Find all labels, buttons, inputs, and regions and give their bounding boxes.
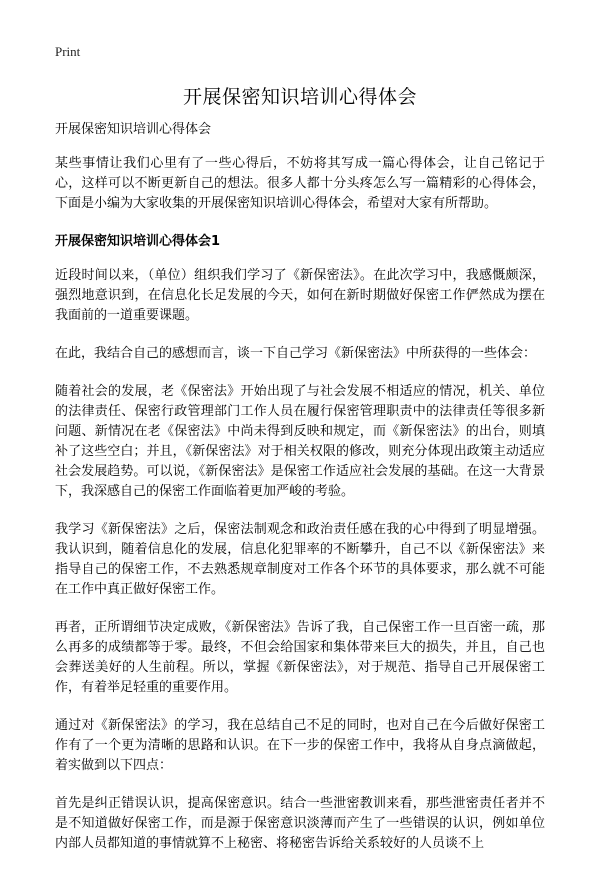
- body-paragraph: 我学习《新保密法》之后，保密法制观念和政治责任感在我的心中得到了明显增强。我认识到，随着信息化的发展，信息化犯罪率的不断攀升，自己不以《新保密法》来指导自己的保密工作，不去熟悉规章制度对工作各个环节的具体要求，那么就不可能在工作中真正做好保密工作。: [55, 522, 545, 597]
- body-paragraph: 随着社会的发展，老《保密法》开始出现了与社会发展不相适应的情况，机关、单位的法律责任、保密行政管理部门工作人员在履行保密管理职责中的法律责任等很多新问题、新情况在老《保密法》中尚未得到反映和规定，而《新保密法》的出台，则填补了这些空白；并且，《新保密法》对于相关权限的修改，则充分体现出政策主动适应社会发展趋势。可以说，《新保密法》是保密工作适应社会发展的基础。在这一大背景下，我深感自己的保密工作面临着更加严峻的考验。: [55, 384, 545, 499]
- body-paragraph: 在此，我结合自己的感想而言，谈一下自己学习《新保密法》中所获得的一些体会：: [55, 346, 537, 361]
- body-paragraph: 首先是纠正错误认识，提高保密意识。结合一些泄密教训来看，那些泄密责任者并不是不知道做好保密工作，而是源于保密意识淡薄而产生了一些错误的认识，例如单位内部人员都知道的事情就算不上秘密、将秘密告诉给关系较好的人员谈不上: [55, 796, 545, 851]
- page-title: 开展保密知识培训心得体会: [182, 86, 417, 108]
- article-body: [55, 120, 545, 872]
- body-paragraph: 再者，正所谓细节决定成败，《新保密法》告诉了我，自己保密工作一旦百密一疏，那么再多的成绩都等于零。最终，不但会给国家和集体带来巨大的损失，并且，自己也会葬送美好的人生前程。所以，掌握《新保密法》，对于规范、指导自己开展保密工作，有着举足轻重的重要作用。: [55, 620, 545, 695]
- article-subtitle: 开展保密知识培训心得体会: [55, 122, 212, 137]
- section-heading: 开展保密知识培训心得体会1: [55, 234, 221, 249]
- body-paragraph: 通过对《新保密法》的学习，我在总结自己不足的同时，也对自己在今后做好保密工作有了一个更为清晰的思路和认识。在下一步的保密工作中，我将从自身点滴做起，着实做到以下四点：: [55, 718, 545, 773]
- body-paragraph: 近段时间以来，（单位）组织我们学习了《新保密法》。在此次学习中，我感慨颇深，强烈地意识到，在信息化长足发展的今天，如何在新时期做好保密工作俨然成为摆在我面前的一道重要课题。: [55, 268, 545, 323]
- print-link[interactable]: Print: [55, 44, 81, 59]
- intro-paragraph: 某些事情让我们心里有了一些心得后，不妨将其写成一篇心得体会，让自己铭记于心，这样可以不断更新自己的想法。很多人都十分头疼怎么写一篇精彩的心得体会，下面是小编为大家收集的开展保密知识培训心得体会，希望对大家有所帮助。: [55, 156, 545, 211]
